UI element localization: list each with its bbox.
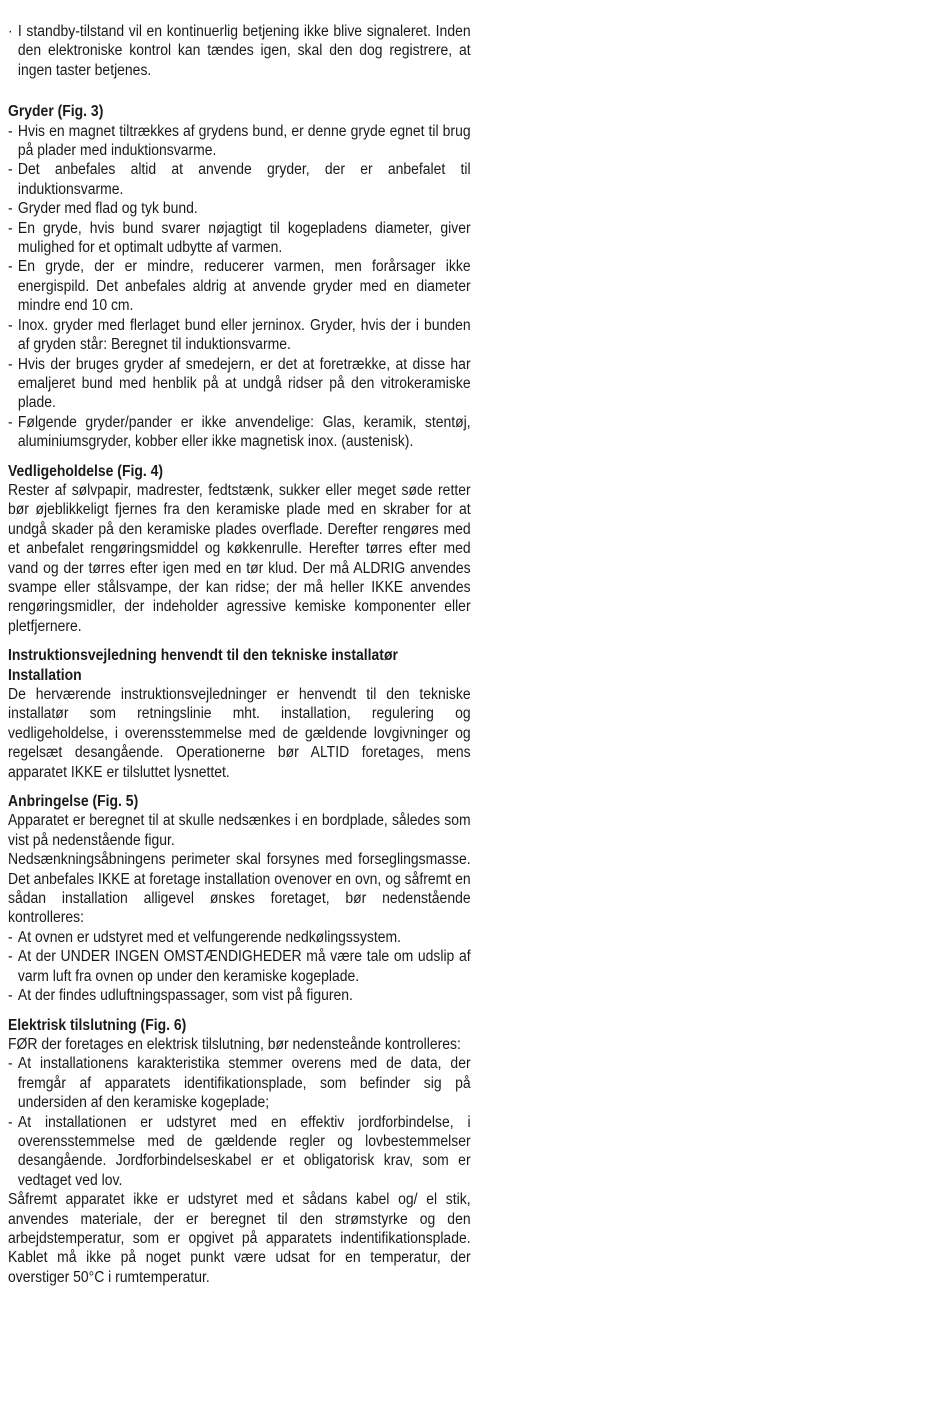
- list-item: - At der UNDER INGEN OMSTÆNDIGHEDER må være tale om udslip af varm luft fra ovnen op under den keramiske kogeplade.: [8, 947, 471, 986]
- section-gryder: [8, 102, 471, 451]
- list-item: - At installationen er udstyret med en effektiv jordforbindelse, i overensstemmelse med de gældende regler og lovbestemmelser desangående. Jordforbindelseskabel er et obligatorisk krav, som er vedtaget ved lov.: [8, 1113, 471, 1191]
- list-item: - Hvis der bruges gryder af smedejern, er det at foretrække, at disse har emaljeret bund med henblik på at undgå ridser på den vitrokeramiske plade.: [8, 355, 471, 413]
- list-item: - At installationens karakteristika stemmer overens med de data, der fremgår af apparatets identifikationsplade, som befinder sig på undersiden af den keramiske kogeplade;: [8, 1054, 471, 1112]
- list-item: - Det anbefales altid at anvende gryder, der er anbefalet til induktionsvarme.: [8, 160, 471, 199]
- section-vedligeholdelse: [8, 462, 471, 637]
- standby-note: · I standby-tilstand vil en kontinuerlig betjening ikke blive signaleret. Inden den elektroniske kontrol kan tændes igen, skal den dog registrere, at ingen taster betjenes.: [8, 22, 471, 80]
- anbringelse-heading: Anbringelse (Fig. 5): [8, 793, 139, 811]
- list-item: - Følgende gryder/pander er ikke anvendelige: Glas, keramik, stentøj, aluminiumsgryder, kobber eller ikke magnetisk inox. (austenisk).: [8, 413, 471, 452]
- gryder-heading: Gryder (Fig. 3): [8, 103, 104, 121]
- anbringelse-paragraph-2: Nedsænkningsåbningens perimeter skal forsynes med forseglingsmasse.: [8, 851, 471, 869]
- list-item: - At ovnen er udstyret med et velfungerende nedkølingssystem.: [8, 928, 471, 947]
- elektrisk-list: [8, 1054, 471, 1190]
- list-item: - At der findes udluftningspassager, som vist på figuren.: [8, 986, 471, 1005]
- elektrisk-heading: Elektrisk tilslutning (Fig. 6): [8, 1016, 187, 1034]
- list-item: - En gryde, der er mindre, reducerer varmen, men forårsager ikke energispild. Det anbefales aldrig at anvende gryder med en diameter mindre end 10 cm.: [8, 257, 471, 315]
- anbringelse-list: [8, 928, 471, 1006]
- installation-heading: Instruktionsvejledning henvendt til den tekniske installatør: [8, 647, 398, 665]
- intro-list: [8, 22, 471, 80]
- elektrisk-paragraph-1: FØR der foretages en elektrisk tilslutning, bør nedensteånde kontrolleres:: [8, 1035, 461, 1053]
- installation-text: De herværende instruktionsvejledninger er henvendt til den tekniske installatør som retningslinie mht. installation, regulering og vedligeholdelse, i overensstemmelse med de gældende lovgivninger og regelsæt desangående. Operationerne bør ALTID foretages, mens apparatet IKKE er tilsluttet lysnettet.: [8, 686, 471, 781]
- gryder-list: [8, 122, 471, 452]
- section-installation: [8, 646, 471, 782]
- list-item: - En gryde, hvis bund svarer nøjagtigt til kogepladens diameter, giver mulighed for et optimalt udbytte af varmen.: [8, 219, 471, 258]
- elektrisk-paragraph-2: Såfremt apparatet ikke er udstyret med et sådans kabel og/ el stik, anvendes materiale, der er beregnet til den strømstyrke og den arbejdstemperatur, som er opgivet på apparatets indentifikationsplade. Kablet må ikke på noget punkt være udsat for en temperatur, der overstiger 50°C i rumtemperatur.: [8, 1191, 471, 1286]
- section-anbringelse: [8, 792, 471, 1005]
- document-page: [8, 22, 471, 1287]
- installation-subheading: Installation: [8, 666, 82, 684]
- list-item: - Gryder med flad og tyk bund.: [8, 199, 471, 218]
- anbringelse-paragraph-3: Det anbefales IKKE at foretage installation ovenover en ovn, og såfremt en sådan installation alligevel ønskes foretaget, bør nedenstående kontrolleres:: [8, 870, 471, 927]
- vedligeholdelse-heading: Vedligeholdelse (Fig. 4): [8, 462, 164, 480]
- list-item: - Hvis en magnet tiltrækkes af grydens bund, er denne gryde egnet til brug på plader med induktionsvarme.: [8, 122, 471, 161]
- vedligeholdelse-text: Rester af sølvpapir, madrester, fedtstænk, sukker eller meget søde retter bør øjeblikkeligt fjernes fra den keramiske plade med en skraber for at undgå skader på den keramiske plades overflade. Derefter rengøres med et anbefalet rengøringsmiddel og køkkenrulle. Herefter tørres efter med vand og der tørres efter igen med en tør klud. Der må ALDRIG anvendes svampe eller stålsvampe, der kan ridse; der må heller IKKE anvendes rengøringsmidler, der indeholder agressive kemiske komponenter eller pletfjernere.: [8, 481, 471, 635]
- section-elektrisk: [8, 1016, 471, 1288]
- anbringelse-paragraph-1: Apparatet er beregnet til at skulle nedsænkes i en bordplade, således som vist på nedenstående figur.: [8, 812, 471, 849]
- list-item: - Inox. gryder med flerlaget bund eller jerninox. Gryder, hvis der i bunden af gryden står: Beregnet til induktionsvarme.: [8, 316, 471, 355]
